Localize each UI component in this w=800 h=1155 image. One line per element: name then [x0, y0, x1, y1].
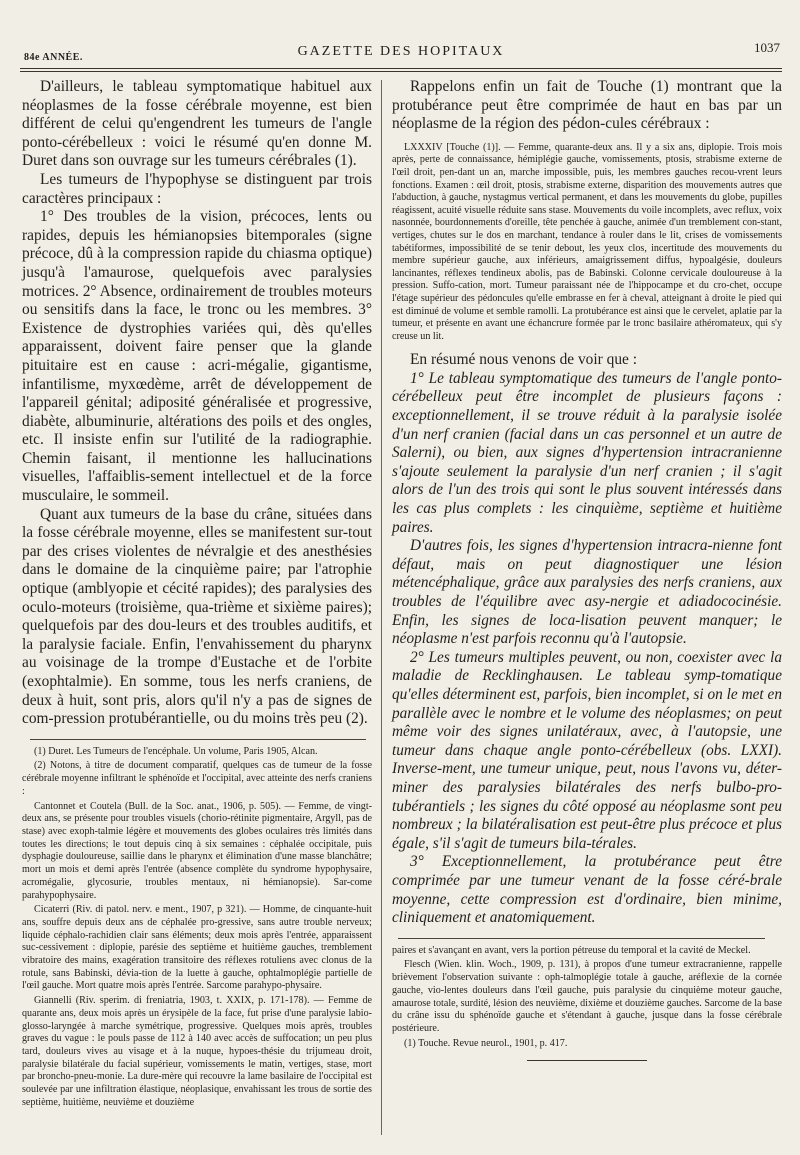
paragraph: D'ailleurs, le tableau symptomatique habituel aux néoplasmes de la fosse cérébrale moyenne, est bien différent de celui qu'engendrent les tumeurs de l'angle ponto-cérébelleux : voici le résumé qu'en donne M. Duret dans son ouvrage sur les tumeurs cérébrales (1). [22, 78, 372, 170]
left-footnotes [22, 746, 372, 1110]
conclusion-paragraph: 3° Exceptionnellement, la protubérance peut être comprimée par une tumeur venant de la fosse céré-brale moyenne, cette compression est d'ordinaire, bien minime, cliniquement et anatomiquement. [392, 853, 782, 927]
left-column [22, 78, 372, 1111]
observation-block [392, 142, 782, 344]
left-body-text [22, 78, 372, 729]
footnote: (1) Touche. Revue neurol., 1901, p. 417. [404, 1037, 568, 1049]
footnote-rule [30, 739, 366, 740]
journal-title: GAZETTE DES HOPITAUX [297, 44, 505, 59]
conclusion-paragraph: 1° Le tableau symptomatique des tumeurs de l'angle ponto-cérébelleux peut être incomplet de plusieurs façons : exceptionnellement, il se trouve réduit à la paralysie isolée d'un nerf cranien (facial dans un cas personnel et un autre de Salerni), ou bien, aux signes d'hypertension intracranienne s'ajoute seulement la paralysie d'un nerf cranien ; il s'agit alors de l'un des trois qui sont le plus souvent intéressés dans les cas plus complets : les cinquième, septième et huitième paires. [392, 369, 782, 536]
paragraph: 1° Des troubles de la vision, précoces, lents ou rapides, depuis les hémianopsies bitemporales (signe précoce, dû à la compression rapide du chiasma optique) jusqu'à l'amaurose, quelquefois avec paralysies motrices. 2° Absence, ordinairement de troubles moteurs ou sensitifs dans la face, le tronc ou les membres. 3° Existence de dystrophies variées qui, dès qu'elles apparaissent, doivent faire penser que la glande pituitaire est en cause : acri-mégalie, gigantisme, infantilisme, myxœdème, arrêt de développement de l'appareil génital; adiposité généralisée et progressive, diabète, albuminurie, altérations des poils et des ongles, etc. Il insiste enfin sur l'utilité de la radiographie. Chemin faisant, il mentionne les hallucinations visuelles, l'affaiblis-sement intellectuel et de la force musculaire, le sommeil. [22, 208, 372, 505]
conclusion-paragraph: D'autres fois, les signes d'hypertension intracra-nienne font défaut, mais on peut diagnostiquer une lésion métencéphalique, grâce aux paralysies des nerfs craniens, aux troubles de l'équilibre avec asy-nergie et adiadococinésie. Enfin, les signes de loca-lisation peuvent manquer; le néoplasme n'est parfois reconnu qu'à l'autopsie. [392, 537, 782, 648]
header-rule-double [20, 71, 782, 72]
footnote: (2) Notons, à titre de document comparatif, quelques cas de tumeur de la fosse cérébrale moyenne infiltrant le sphénoïde et l'occipital, avec atteinte des nerfs craniens : [22, 760, 372, 797]
right-column [392, 78, 782, 1061]
footnote-rule [398, 938, 765, 939]
page-header [20, 40, 782, 66]
footnote-case: Flesch (Wien. klin. Woch., 1909, p. 131), à propos d'une tumeur extracranienne, rappelle brièvement l'observation suivante : oph-talmoplégie totale à gauche, aréflexie de la cornée gauche, vio-lentes douleurs dans l'œil gauche, puis paralysie du cinquième moteur gauche, amaurose totale, surdité, lésion des neuvième, dixième et douzième gauches. Sarcome de la base du crâne issu du sphénoïde gauche et s'étendant à gauche, jusque dans la fosse cérébrale postérieure. [392, 959, 782, 1034]
resume-line [392, 351, 782, 370]
conclusions [392, 370, 782, 928]
footnote: (1) Duret. Les Tumeurs de l'encéphale. Un volume, Paris 1905, Alcan. [34, 745, 318, 757]
right-footnotes [392, 945, 782, 1051]
footnote-case: Giannelli (Riv. sperim. di freniatria, 1903, t. XXIX, p. 171-178). — Femme de quarante ans, deux mois après un érysipèle de la face, fut prise d'une paralysie labio-glosso-laryngée à marche symétrique, progressive. Quelques mois après, troubles graves du vague : le pouls passe de 112 à 140 avec accès de suffocation; un peu plus tard, douleurs vives au visage et à la nuque, hypoes-thésie du trijumeau droit, paralysie bilatérale du facial supérieur, vomissements le matin, vertiges, stase, mort par broncho-pneu-monie. La dure-mère qui recouvre la lame basilaire de l'occipital est soulevée par une infiltration élastique, néoplasique, envahissant les trous de sortie des septième, huitième, neuvième et douzième [22, 995, 372, 1108]
end-rule [527, 1060, 647, 1061]
page-number: 1037 [754, 40, 780, 55]
conclusion-paragraph: 2° Les tumeurs multiples peuvent, ou non, coexister avec la maladie de Recklinghausen. Le tableau symp-tomatique qu'elles déterminent est, parfois, bien incomplet, si on le met en parallèle avec le nombre et le volume des néoplasmes; on peut même voir des signes unilatéraux, avec, à l'autopsie, une tumeur dans chaque angle ponto-cérébelleux (obs. LXXI). Inverse-ment, une tumeur unique, peut, nous l'avons vu, déter-miner des paralysies bilatérales des nerfs bulbo-pro-tubérantiels ; les signes du côté opposé au néoplasme sont peu nombreux ; la bilatéralisation est peut-être plus précoce et plus égale, s'il s'agit de tumeurs bila-térales. [392, 648, 782, 852]
footnote-case: Cantonnet et Coutela (Bull. de la Soc. anat., 1906, p. 505). — Femme, de vingt-deux ans, se présente pour troubles visuels (chorio-rétinite pigmentaire, Argyll, pas de stase) avec exoph-talmie légère et mouvements des globes oculaires très limités dans toutes les directions; le tout depuis cinq à six semaines : céphalée occipitale, puis dysphagie douloureuse, saillie dans le pharynx et élimination d'une masse blanchâtre; mort un mois et demi après l'entrée (absence complète du syndrome hypophysaire, acromégalie, glycosurie, troubles mentaux, ni hémianopsie). Sar-come parahypophysaire. [22, 800, 372, 901]
column-divider [381, 80, 382, 1135]
footnote-case: Cicaterri (Riv. di patol. nerv. e ment., 1907, p 321). — Homme, de cinquante-huit ans, souffre depuis deux ans de céphalée pro-gressive, sans autre trouble nerveux; liquide céphalo-rachidien clair sans éléments; deux mois après l'entrée, apparaissent suc-cessivement : diplopie, parésie des septième et huitième gauches, tremblement vibratoire des mains, exagération transitoire des réflexes rotuliens avec clonus de la rotule, sans Babinski, dévia-tion de la luette à gauche, ophtalmoplégie partielle de l'œil gauche. Mort quatre mois après l'entrée. Sarcome parahypo-physaire. [22, 904, 372, 992]
right-intro [392, 78, 782, 134]
paragraph: Les tumeurs de l'hypophyse se distinguent par trois caractères principaux : [22, 170, 372, 207]
paragraph: Rappelons enfin un fait de Touche (1) montrant que la protubérance peut être comprimée de haut en bas par un néoplasme de la région des pédon-cules cérébraux : [392, 78, 782, 133]
paragraph: Quant aux tumeurs de la base du crâne, situées dans la fosse cérébrale moyenne, elles se manifestent sur-tout par des crises violentes de névralgie et des anesthésies dans le domaine de la cinquième paire; par l'atrophie optique (amblyopie et cécité rapides); des paralysies des oculo-moteurs (troisième, qua-trième et sixième paires); quelquefois par des dou-leurs et des troubles auditifs, et la paralysie faciale. Enfin, l'envahissement du pharynx au voisinage de la trompe d'Eustache et de l'orbite (exophtalmie). En somme, tous les nerfs craniens, de deux à huit, sont pris, alors qu'il n'y a pas de signes de com-pression protubérantielle, ou du moins très peu (2). [22, 505, 372, 728]
year-label: 84e ANNÉE. [24, 52, 83, 63]
paragraph: En résumé nous venons de voir que : [410, 351, 637, 369]
observation-text: LXXXIV [Touche (1)]. — Femme, quarante-deux ans. Il y a six ans, diplopie. Trois mois après, perte de connaissance, hémiplégie gauche, vomissements, ptosis, strabisme externe de l'œil droit, pen-dant un an, marche impossible, puis, les membres gauches recou-vrent leurs fonctions. Examen : œil droit, ptosis, strabisme externe, disparition des mouvements autres que l'abduction, à gauche, nystagmus vertical permanent, et dans les mouvements du globe, pupilles réagissent, acuité visuelle réduite sans stase. Mouvements du voile incomplets, avec reflux, voix nasonnée, bourdonnements d'oreille, tête penchée à gauche, animée d'un tremblement con-stant, vertiges, chutes sur le dos en marchant, tendance à rouler dans le lit, crises de vomissements tabétiformes, impossibilité de se tenir debout, les yeux clos, incertitude des mouvements du membre supérieur gauche, aux inférieurs, amaigrissement diffus, hypoalgésie, douleurs lancinantes, réflexes tendineux abolis, pas de Babinski. Colonne cervicale douloureuse à la pression. Suffo-cation, mort. Tumeur paraissant née de l'hippocampe et du cro-chet, occupe l'étage supérieur des pédoncules qu'elle embrasse en fer à cheval, atteignant à droite le pied qui est diminué de volume et semble ramolli. La protubérance est ainsi que le cervelet, aplatie par la tumeur, et présente en avant une échancrure formée par le tronc basilaire athéromateux, qui s'y creuse un lit. [392, 141, 782, 342]
header-rule [20, 68, 782, 69]
footnote-continued: paires et s'avançant en avant, vers la portion pétreuse du temporal et la cavité de Meckel. [392, 944, 751, 956]
